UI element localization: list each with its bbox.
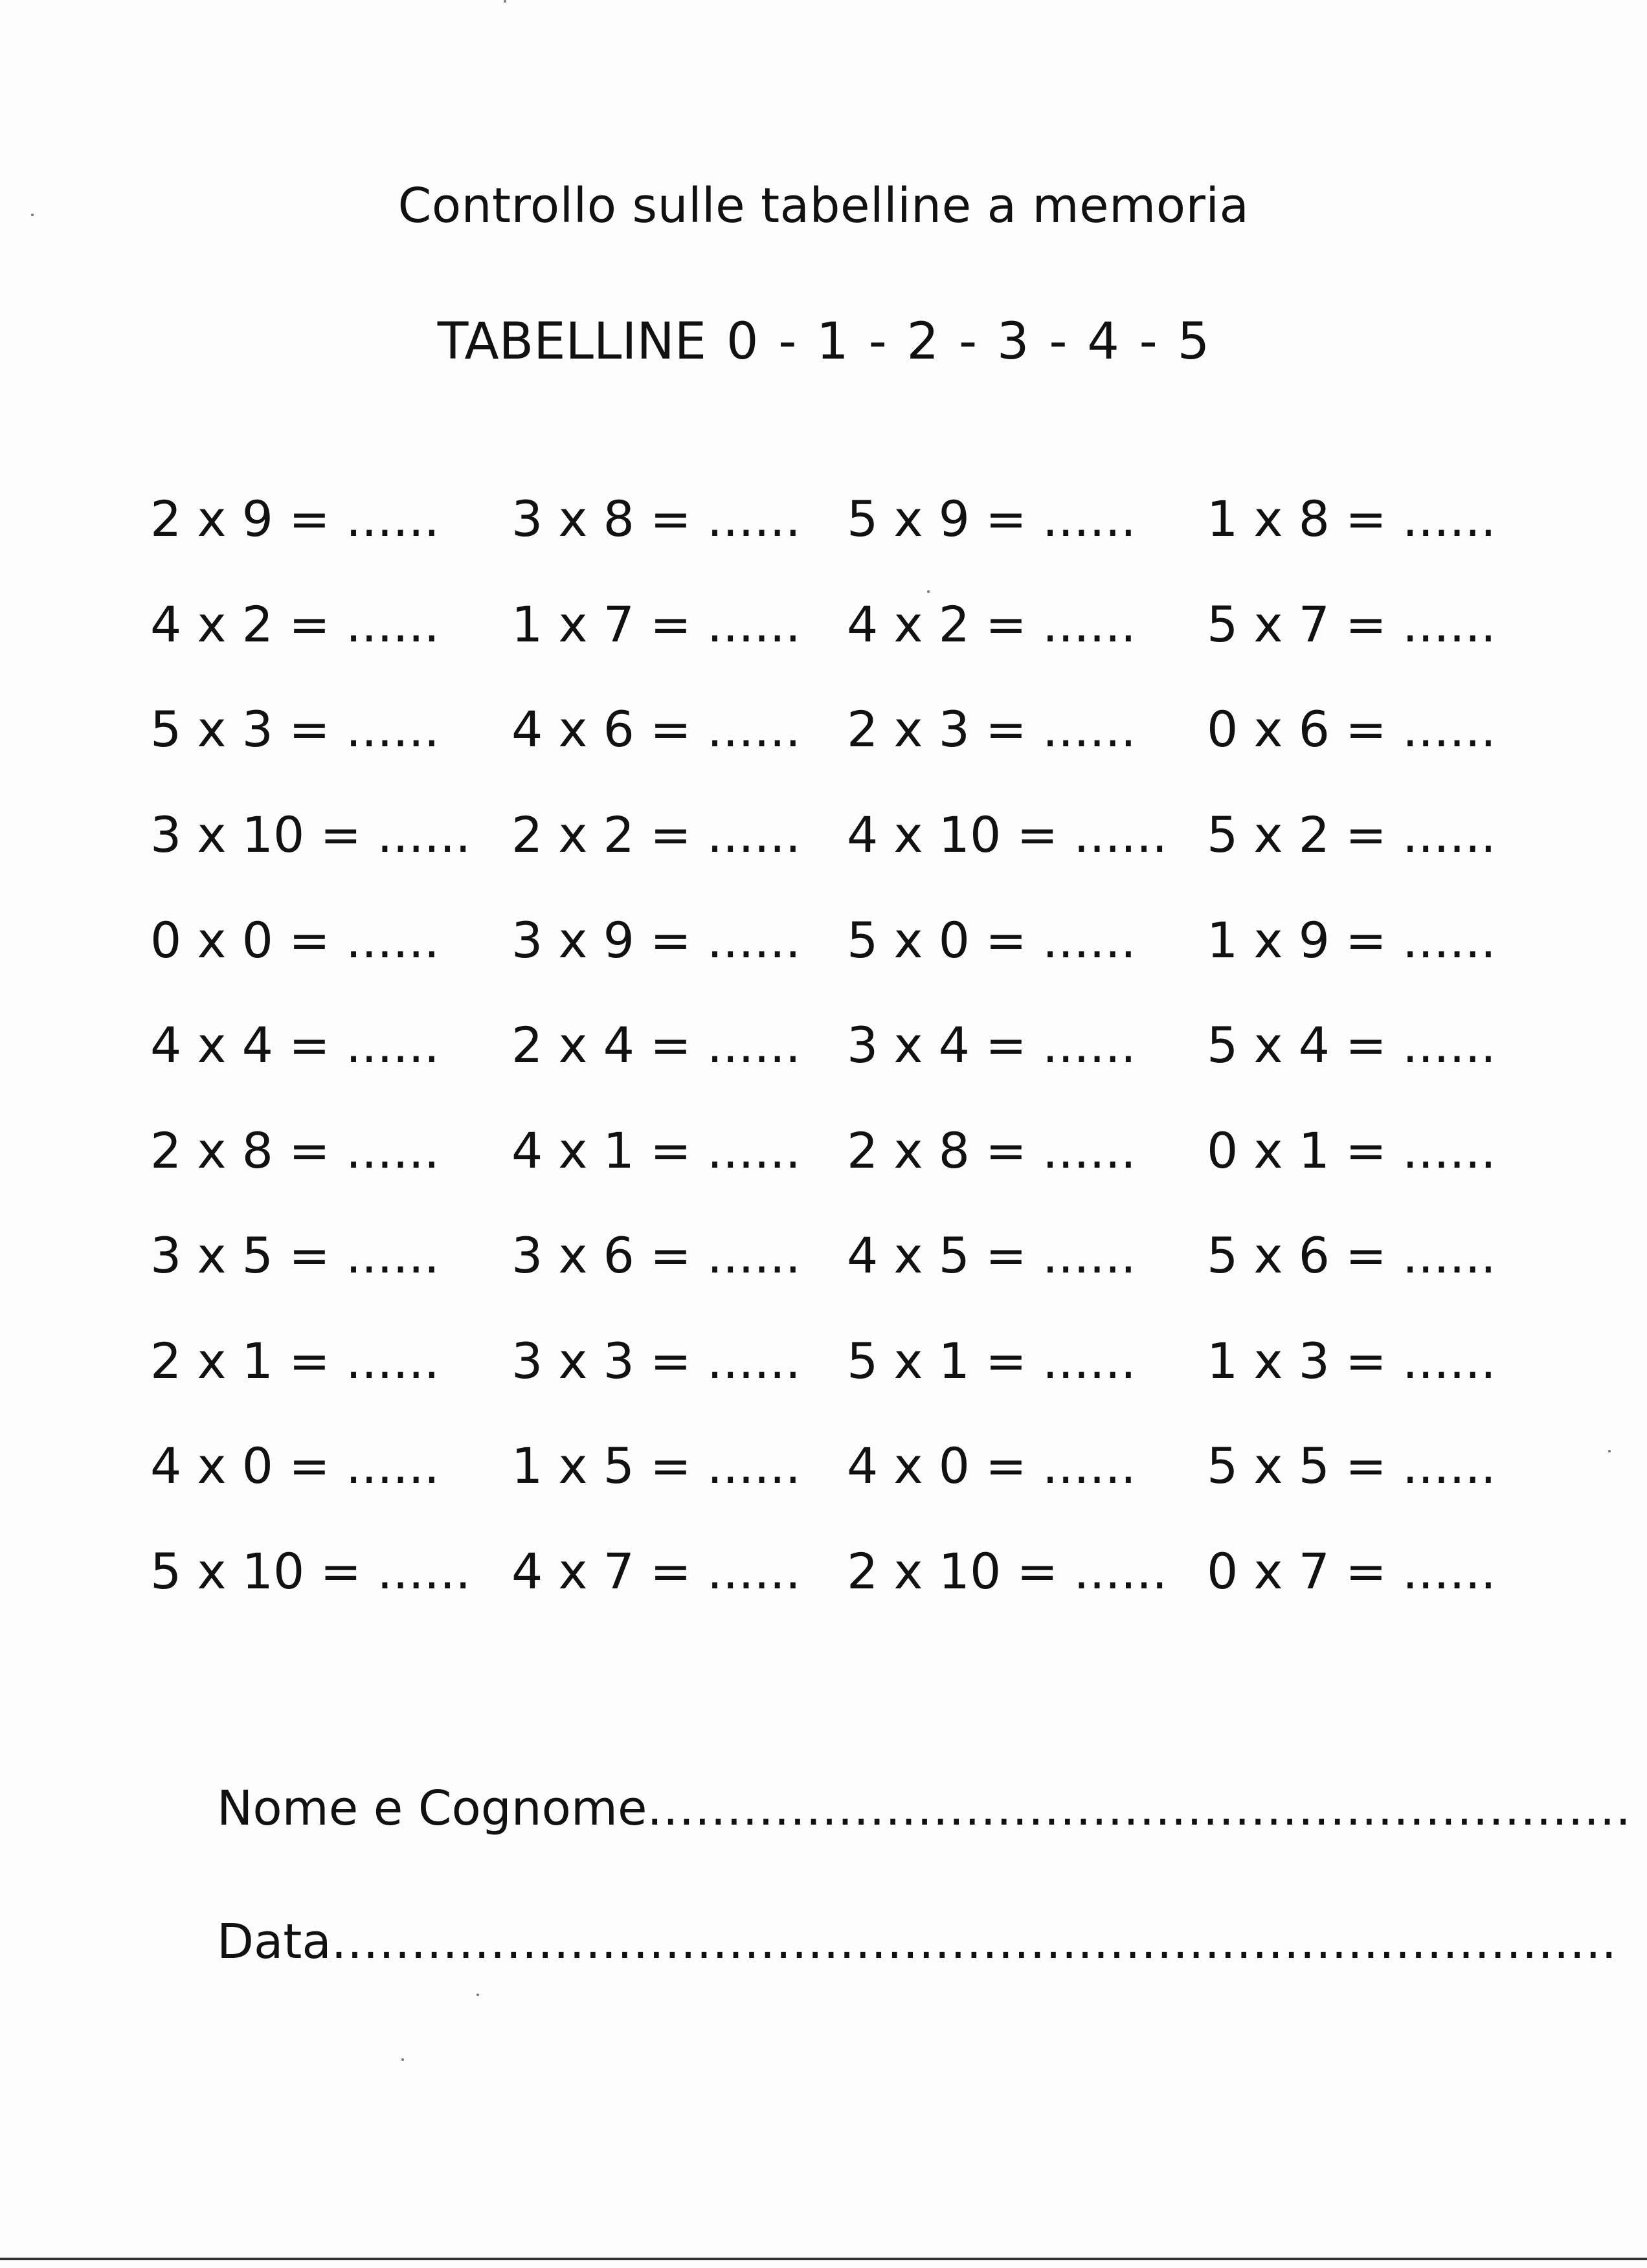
exercise-item: 5 x 4 = ...... (1207, 1016, 1496, 1074)
exercise-item: 2 x 8 = ...... (847, 1122, 1136, 1179)
exercise-item: 1 x 3 = ...... (1207, 1332, 1496, 1390)
exercise-item: 1 x 5 = ...... (511, 1437, 801, 1495)
exercise-item: 4 x 2 = ...... (847, 595, 1136, 653)
exercise-item: 5 x 2 = ...... (1207, 806, 1496, 863)
exercise-item: 5 x 5 = ...... (1207, 1437, 1496, 1495)
exercise-item: 4 x 10 = ...... (847, 806, 1168, 863)
exercise-item: 3 x 10 = ...... (150, 806, 471, 863)
exercise-item: 4 x 0 = ...... (847, 1437, 1136, 1495)
exercise-item: 2 x 3 = ...... (847, 700, 1136, 758)
exercise-item: 3 x 6 = ...... (511, 1227, 801, 1284)
exercise-item: 4 x 7 = ...... (511, 1542, 801, 1600)
exercise-item: 4 x 5 = ...... (847, 1227, 1136, 1284)
exercise-item: 2 x 8 = ...... (150, 1122, 440, 1179)
exercise-item: 3 x 4 = ...... (847, 1016, 1136, 1074)
exercise-item: 4 x 6 = ...... (511, 700, 801, 758)
exercise-item: 4 x 2 = ...... (150, 595, 440, 653)
scan-speck (1608, 1450, 1611, 1452)
exercise-item: 3 x 3 = ...... (511, 1332, 801, 1390)
page-subtitle: TABELLINE 0 - 1 - 2 - 3 - 4 - 5 (437, 313, 1210, 371)
exercise-item: 4 x 0 = ...... (150, 1437, 440, 1495)
exercise-item: 4 x 1 = ...... (511, 1122, 801, 1179)
exercise-row (0, 1013, 1647, 1078)
date-field-dots: ................................................................................. (331, 1914, 1618, 1970)
exercise-item: 0 x 0 = ...... (150, 911, 440, 969)
exercise-item: 1 x 9 = ...... (1207, 911, 1496, 969)
exercise-item: 5 x 9 = ...... (847, 490, 1136, 548)
exercise-item: 3 x 5 = ...... (150, 1227, 440, 1284)
exercise-item: 0 x 7 = ...... (1207, 1542, 1496, 1600)
exercise-item: 5 x 7 = ...... (1207, 595, 1496, 653)
exercise-row (0, 803, 1647, 867)
exercise-row (0, 487, 1647, 551)
exercise-item: 1 x 8 = ...... (1207, 490, 1496, 548)
exercise-row (0, 1434, 1647, 1498)
scan-speck (401, 2058, 404, 2061)
exercise-item: 5 x 6 = ...... (1207, 1227, 1496, 1284)
name-field-label: Nome e Cognome (217, 1781, 647, 1836)
page-title: Controllo sulle tabelline a memoria (398, 178, 1249, 234)
exercise-row (0, 1118, 1647, 1183)
exercise-item: 0 x 6 = ...... (1207, 700, 1496, 758)
name-field-dots: .............................................................. (647, 1781, 1631, 1836)
date-field-line[interactable] (217, 1909, 1617, 1974)
exercise-item: 5 x 10 = ...... (150, 1542, 471, 1600)
exercise-item: 2 x 4 = ...... (511, 1016, 801, 1074)
exercise-item: 5 x 3 = ...... (150, 700, 440, 758)
exercise-row (0, 697, 1647, 762)
exercise-item: 2 x 2 = ...... (511, 806, 801, 863)
scan-speck (504, 0, 506, 3)
scan-speck (927, 590, 930, 593)
scan-speck (31, 214, 34, 216)
date-field-label: Data (217, 1914, 331, 1970)
exercise-row (0, 1539, 1647, 1604)
exercise-item: 5 x 1 = ...... (847, 1332, 1136, 1390)
exercise-row (0, 908, 1647, 973)
scan-edge-line (0, 2258, 1647, 2260)
name-field-line[interactable] (217, 1776, 1631, 1841)
exercise-row (0, 592, 1647, 657)
exercise-item: 2 x 9 = ...... (150, 490, 440, 548)
exercise-item: 2 x 10 = ...... (847, 1542, 1168, 1600)
exercise-row (0, 1223, 1647, 1288)
exercise-row (0, 1329, 1647, 1394)
exercise-item: 1 x 7 = ...... (511, 595, 801, 653)
exercise-item: 0 x 1 = ...... (1207, 1122, 1496, 1179)
exercise-item: 5 x 0 = ...... (847, 911, 1136, 969)
exercise-item: 2 x 1 = ...... (150, 1332, 440, 1390)
exercise-item: 4 x 4 = ...... (150, 1016, 440, 1074)
exercise-item: 3 x 8 = ...... (511, 490, 801, 548)
scan-speck (476, 1994, 479, 1996)
exercise-item: 3 x 9 = ...... (511, 911, 801, 969)
